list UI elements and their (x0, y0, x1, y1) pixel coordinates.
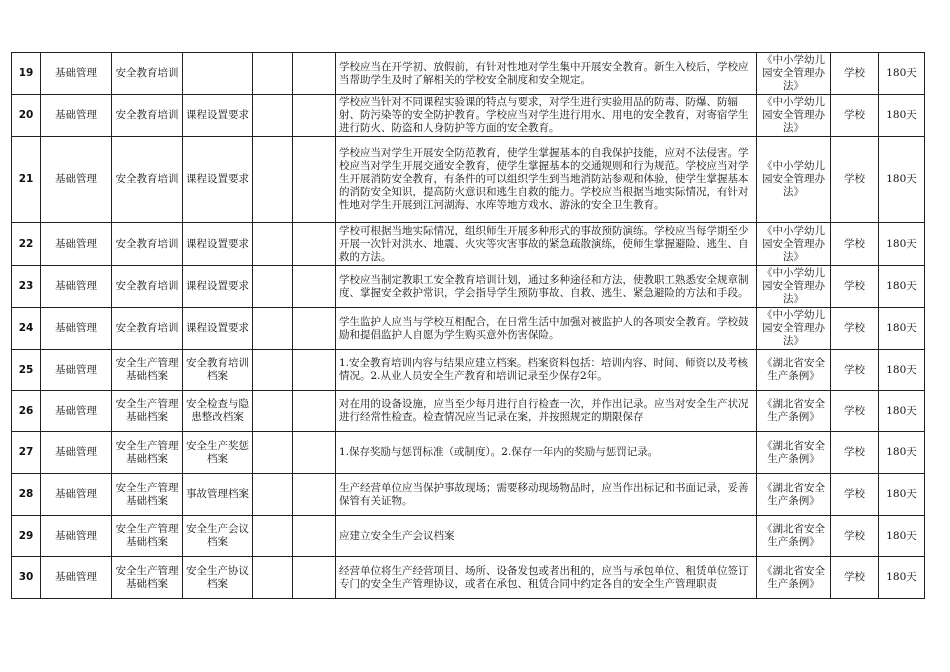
requirement-cell: 生产经营单位应当保护事故现场；需要移动现场物品时，应当作出标记和书面记录，妥善保管有关证物。 (336, 474, 757, 516)
cycle-cell: 180天 (879, 95, 925, 137)
table-row (12, 266, 925, 308)
cycle-cell: 180天 (879, 308, 925, 350)
basis-cell: 《湖北省安全生产条例》 (757, 432, 831, 474)
item-cell: 安全生产管理基础档案 (112, 474, 183, 516)
subitem-cell: 课程设置要求 (183, 95, 253, 137)
basis-cell: 《中小学幼儿园安全管理办法》 (757, 308, 831, 350)
requirement-cell: 1.保存奖励与惩罚标准（或制度）。2.保存一年内的奖励与惩罚记录。 (336, 432, 757, 474)
blank-cell (253, 137, 293, 223)
category-cell: 基础管理 (41, 516, 112, 557)
responsible-cell: 学校 (831, 308, 879, 350)
table-row (12, 350, 925, 391)
item-cell: 安全教育培训 (112, 53, 183, 95)
table-row (12, 516, 925, 557)
responsible-cell: 学校 (831, 516, 879, 557)
cycle-cell: 180天 (879, 432, 925, 474)
category-cell: 基础管理 (41, 95, 112, 137)
item-cell: 安全教育培训 (112, 223, 183, 266)
blank-cell (293, 391, 336, 432)
blank-cell (293, 137, 336, 223)
responsible-cell: 学校 (831, 391, 879, 432)
subitem-cell: 事故管理档案 (183, 474, 253, 516)
blank-cell (253, 53, 293, 95)
blank-cell (253, 557, 293, 599)
row-number: 25 (12, 350, 41, 391)
row-number: 27 (12, 432, 41, 474)
subitem-cell: 课程设置要求 (183, 308, 253, 350)
requirement-cell: 学校应当在开学初、放假前，有针对性地对学生集中开展安全教育。新生入校后，学校应当帮助学生及时了解相关的学校安全制度和安全规定。 (336, 53, 757, 95)
subitem-cell (183, 53, 253, 95)
blank-cell (293, 53, 336, 95)
responsible-cell: 学校 (831, 223, 879, 266)
responsible-cell: 学校 (831, 266, 879, 308)
requirement-cell: 学校应当针对不同课程实验课的特点与要求，对学生进行实验用品的防毒、防爆、防辐射、防污染等的安全防护教育。学校应当对学生进行用水、用电的安全教育，对寄宿学生进行防火、防盗和人身防护等方面的安全教育。 (336, 95, 757, 137)
category-cell: 基础管理 (41, 53, 112, 95)
basis-cell: 《湖北省安全生产条例》 (757, 391, 831, 432)
row-number: 29 (12, 516, 41, 557)
blank-cell (253, 474, 293, 516)
basis-cell: 《湖北省安全生产条例》 (757, 516, 831, 557)
subitem-cell: 课程设置要求 (183, 137, 253, 223)
category-cell: 基础管理 (41, 350, 112, 391)
table-row (12, 391, 925, 432)
blank-cell (253, 266, 293, 308)
item-cell: 安全教育培训 (112, 137, 183, 223)
table-row (12, 53, 925, 95)
blank-cell (253, 350, 293, 391)
responsible-cell: 学校 (831, 350, 879, 391)
cycle-cell: 180天 (879, 557, 925, 599)
row-number: 24 (12, 308, 41, 350)
blank-cell (293, 95, 336, 137)
item-cell: 安全生产管理基础档案 (112, 516, 183, 557)
basis-cell: 《湖北省安全生产条例》 (757, 557, 831, 599)
table-row (12, 474, 925, 516)
cycle-cell: 180天 (879, 350, 925, 391)
item-cell: 安全教育培训 (112, 266, 183, 308)
subitem-cell: 课程设置要求 (183, 266, 253, 308)
category-cell: 基础管理 (41, 223, 112, 266)
row-number: 23 (12, 266, 41, 308)
requirement-cell: 1.安全教育培训内容与结果应建立档案。档案资料包括：培训内容、时间、师资以及考核情况。2.从业人员安全生产教育和培训记录至少保存2年。 (336, 350, 757, 391)
basis-cell: 《中小学幼儿园安全管理办法》 (757, 223, 831, 266)
requirement-cell: 经营单位将生产经营项目、场所、设备发包或者出租的，应当与承包单位、租赁单位签订专门的安全生产管理协议，或者在承包、租赁合同中约定各自的安全生产管理职责 (336, 557, 757, 599)
subitem-cell: 安全教育培训档案 (183, 350, 253, 391)
basis-cell: 《湖北省安全生产条例》 (757, 350, 831, 391)
table-body (12, 53, 925, 599)
subitem-cell: 安全生产会议档案 (183, 516, 253, 557)
row-number: 26 (12, 391, 41, 432)
category-cell: 基础管理 (41, 391, 112, 432)
table-row (12, 95, 925, 137)
requirement-cell: 学生监护人应当与学校互相配合，在日常生活中加强对被监护人的各项安全教育。学校鼓励和提倡监护人自愿为学生购买意外伤害保险。 (336, 308, 757, 350)
category-cell: 基础管理 (41, 266, 112, 308)
responsible-cell: 学校 (831, 557, 879, 599)
responsible-cell: 学校 (831, 53, 879, 95)
basis-cell: 《中小学幼儿园安全管理办法》 (757, 95, 831, 137)
responsible-cell: 学校 (831, 137, 879, 223)
table-row (12, 557, 925, 599)
responsible-cell: 学校 (831, 95, 879, 137)
item-cell: 安全生产管理基础档案 (112, 557, 183, 599)
basis-cell: 《湖北省安全生产条例》 (757, 474, 831, 516)
blank-cell (253, 308, 293, 350)
blank-cell (253, 432, 293, 474)
responsible-cell: 学校 (831, 474, 879, 516)
blank-cell (293, 474, 336, 516)
blank-cell (293, 557, 336, 599)
category-cell: 基础管理 (41, 137, 112, 223)
requirement-cell: 对在用的设备设施，应当至少每月进行自行检查一次，并作出记录。应当对安全生产状况进行经常性检查。检查情况应当记录在案，并按照规定的期限保存 (336, 391, 757, 432)
table-row (12, 432, 925, 474)
blank-cell (253, 391, 293, 432)
requirement-cell: 学校应当对学生开展安全防范教育，使学生掌握基本的自我保护技能，应对不法侵害。学校应当对学生开展交通安全教育，使学生掌握基本的交通规则和行为规范。学校应当对学生开展消防安全教育，有条件的可以组织学生到当地消防站参观和体验，使学生掌握基本的消防安全知识，提高防火意识和逃生自救的能力。学校应当根据当地实际情况，有针对性地对学生开展到江河湖海、水库等地方戏水、游泳的安全卫生教育。 (336, 137, 757, 223)
subitem-cell: 课程设置要求 (183, 223, 253, 266)
inspection-table (11, 52, 925, 599)
category-cell: 基础管理 (41, 474, 112, 516)
table-row (12, 223, 925, 266)
blank-cell (253, 516, 293, 557)
subitem-cell: 安全检查与隐患整改档案 (183, 391, 253, 432)
row-number: 20 (12, 95, 41, 137)
cycle-cell: 180天 (879, 391, 925, 432)
requirement-cell: 学校应当制定教职工安全教育培训计划，通过多种途径和方法，使教职工熟悉安全规章制度、掌握安全救护常识，学会指导学生预防事故、自救、逃生、紧急避险的方法和手段。 (336, 266, 757, 308)
row-number: 21 (12, 137, 41, 223)
category-cell: 基础管理 (41, 432, 112, 474)
row-number: 19 (12, 53, 41, 95)
item-cell: 安全教育培训 (112, 95, 183, 137)
row-number: 22 (12, 223, 41, 266)
basis-cell: 《中小学幼儿园安全管理办法》 (757, 137, 831, 223)
cycle-cell: 180天 (879, 223, 925, 266)
item-cell: 安全生产管理基础档案 (112, 432, 183, 474)
blank-cell (253, 223, 293, 266)
category-cell: 基础管理 (41, 308, 112, 350)
blank-cell (293, 266, 336, 308)
cycle-cell: 180天 (879, 53, 925, 95)
row-number: 30 (12, 557, 41, 599)
cycle-cell: 180天 (879, 137, 925, 223)
blank-cell (293, 516, 336, 557)
basis-cell: 《中小学幼儿园安全管理办法》 (757, 266, 831, 308)
cycle-cell: 180天 (879, 266, 925, 308)
item-cell: 安全生产管理基础档案 (112, 350, 183, 391)
table-row (12, 137, 925, 223)
subitem-cell: 安全生产协议档案 (183, 557, 253, 599)
subitem-cell: 安全生产奖惩档案 (183, 432, 253, 474)
table-row (12, 308, 925, 350)
cycle-cell: 180天 (879, 474, 925, 516)
row-number: 28 (12, 474, 41, 516)
blank-cell (293, 223, 336, 266)
responsible-cell: 学校 (831, 432, 879, 474)
item-cell: 安全生产管理基础档案 (112, 391, 183, 432)
item-cell: 安全教育培训 (112, 308, 183, 350)
blank-cell (293, 308, 336, 350)
requirement-cell: 学校可根据当地实际情况，组织师生开展多种形式的事故预防演练。学校应当每学期至少开展一次针对洪水、地震、火灾等灾害事故的紧急疏散演练，使师生掌握避险、逃生、自救的方法。 (336, 223, 757, 266)
requirement-cell: 应建立安全生产会议档案 (336, 516, 757, 557)
blank-cell (293, 350, 336, 391)
blank-cell (293, 432, 336, 474)
basis-cell: 《中小学幼儿园安全管理办法》 (757, 53, 831, 95)
category-cell: 基础管理 (41, 557, 112, 599)
blank-cell (253, 95, 293, 137)
cycle-cell: 180天 (879, 516, 925, 557)
